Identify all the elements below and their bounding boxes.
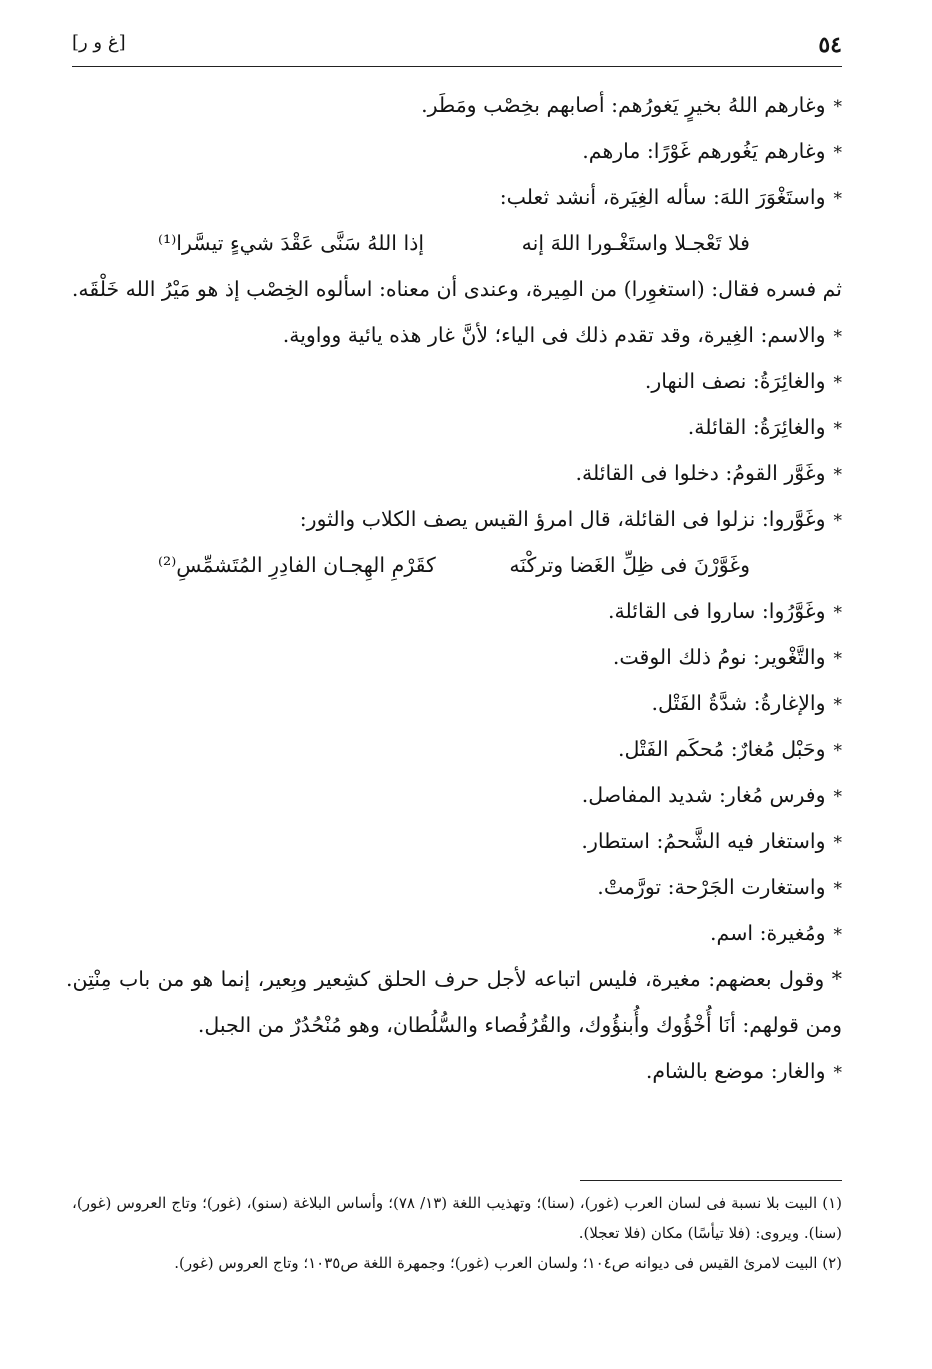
poem-verse-2 [66,542,842,588]
poem-verse-1 [66,220,842,266]
root-letters-tag: [غ و ر] [72,32,126,53]
entry [66,312,842,358]
entry-text: والغار: موضع بالشام. [645,1059,826,1083]
explanation-paragraph: * وقول بعضهم: مغيرة، فليس اتباعه لأجل حرف الحلق كشِعير وبِعير، إنما هو من باب مِنْتِن. ومن قولهم: أنَا أُخْؤُوك وأُبنؤُوك، والقُرُفُصاء والسُّلُطان، وهو مُنْحُدُرٌ من الجبل. [66,967,842,1037]
entry-text: وغَوَّرُوا: ساروا فى القائلة. [607,599,826,623]
entry-text: واستَغْوَرَ اللهَ: سأله الغِيَرة، أنشد ثعلب: [499,185,826,209]
poem-second-hemistich: إذا اللهُ سَنَّى عَقْدَ شيءٍ تيسَّرا⁽¹⁾ [158,231,425,255]
entry [66,726,842,772]
explanation-paragraph: ثم فسره فقال: (استغوِرا) من المِيرة، وعندى أن معناه: اسألوه الخِصْب إذ هو مَيْرُ الله خَلْقَه. [71,277,842,301]
entry-text: وغارهم يَغُورهم غَوْرًا: مارهم. [582,139,826,163]
entry [66,358,842,404]
entry [66,634,842,680]
entry [66,910,842,956]
entry-star: * [833,833,842,853]
entry-star: * [833,1063,842,1083]
entry-text: وغَوَّروا: نزلوا فى القائلة، قال امرؤ القيس يصف الكلاب والثور: [299,507,826,531]
page-header [72,30,842,64]
entry [66,82,842,128]
entry-text: والإغارةُ: شدَّةُ الفَتْل. [651,691,826,715]
entry-star: * [833,97,842,117]
entry [66,588,842,634]
entry-star: * [833,925,842,945]
entry-star: * [833,511,842,531]
entry-text: وغارهم اللهُ بخيرٍ يَغورُهم: أصابهم بخِصْب ومَطَر. [421,93,826,117]
entry [66,404,842,450]
entry-text: وفرس مُغار: شديد المفاصل. [581,783,826,807]
dictionary-body [66,82,842,1094]
entry [66,174,842,220]
footnote: (٢) البيت لامرئ القيس فى ديوانه ص١٠٤؛ ولسان العرب (غور)؛ وجمهرة اللغة ص١٠٣٥؛ وتاج العروس (غور). [174,1254,842,1272]
entry [66,450,842,496]
entry-star: * [833,143,842,163]
entry-star: * [833,189,842,209]
entry [66,1048,842,1094]
entry [66,680,842,726]
entry-star: * [833,649,842,669]
entry-text: وغَوَّر القومُ: دخلوا فى القائلة. [575,461,826,485]
entry-text: وحَبْل مُغارٌ: مُحكَم الفَتْل. [618,737,826,761]
entry-star: * [833,603,842,623]
poem-second-hemistich: كقَرْمِ الهِجـان الفادِرِ المُتَشمِّسِ⁽²⁾ [158,553,436,577]
entry-star: * [833,419,842,439]
page-number: ٥٤ [818,32,842,58]
entry-star: * [833,741,842,761]
entry-star: * [833,787,842,807]
entry [66,772,842,818]
entry-text: والغائِرَةُ: نصف النهار. [644,369,826,393]
poem-first-hemistich: فلا تَعْجـلا واستَغْـورا اللهَ إنه [521,231,750,255]
entry-text: واستغارت الجَرْحة: تورَّمتْ. [597,875,826,899]
footnotes [72,1188,842,1278]
entry-star: * [833,879,842,899]
entry [66,818,842,864]
entry-star: * [833,465,842,485]
footnote-rule [580,1180,842,1181]
entry-text: ومُغيرة: اسم. [710,921,826,945]
entry [66,128,842,174]
footnote: (١) البيت بلا نسبة فى لسان العرب (غور)، (سنا)؛ وتهذيب اللغة (١٣/ ٧٨)؛ وأساس البلاغة (سنو)، (غور)؛ وتاج العروس (غور)، (سنا). ويروى: (فلا تيأسًا) مكان (فلا تعجلا). [72,1194,843,1242]
entry [66,864,842,910]
entry-text: واستغار فيه الشَّحمُ: استطار. [581,829,826,853]
entry-text: والاسم: الغِيرة، وقد تقدم ذلك فى الياء؛ لأنَّ غار هذه يائية وواوية. [282,323,826,347]
entry [66,496,842,542]
entry-star: * [833,373,842,393]
entry-star: * [833,695,842,715]
entry-star: * [833,327,842,347]
poem-first-hemistich: وغَوَّرْنَ فى ظِلِّ الغَضا وتركْنَه [509,553,750,577]
entry-text: والغائِرَةُ: القائلة. [687,415,826,439]
header-rule [72,66,842,67]
entry-text: والتَّغْوير: نومُ ذلك الوقت. [612,645,826,669]
